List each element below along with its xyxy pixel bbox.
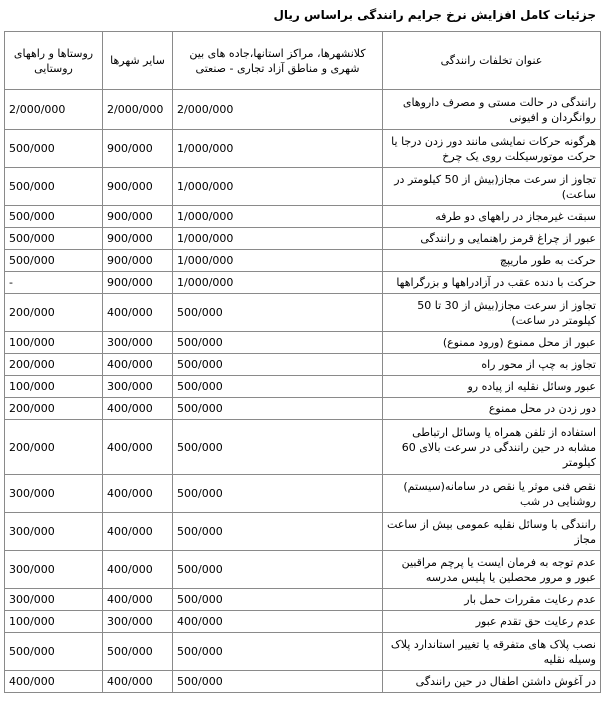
table-row — [5, 376, 601, 398]
table-row — [5, 168, 601, 206]
other-cities-fine-cell: 300/000 — [103, 611, 173, 633]
other-cities-fine-cell: 400/000 — [103, 398, 173, 420]
village-fine-cell: 500/000 — [5, 206, 103, 228]
table-row — [5, 398, 601, 420]
village-fine-cell: 100/000 — [5, 376, 103, 398]
table-row — [5, 633, 601, 671]
violation-cell: عبور از محل ممنوع (ورود ممنوع) — [383, 332, 601, 354]
other-cities-fine-cell: 500/000 — [103, 633, 173, 671]
metro-fine-cell: 500/000 — [173, 420, 383, 475]
violation-cell: عدم رعایت حق تقدم عبور — [383, 611, 601, 633]
village-fine-cell: 300/000 — [5, 513, 103, 551]
village-fine-cell: - — [5, 272, 103, 294]
village-fine-cell: 100/000 — [5, 332, 103, 354]
other-cities-fine-cell: 400/000 — [103, 354, 173, 376]
village-fine-cell: 200/000 — [5, 294, 103, 332]
village-fine-cell: 500/000 — [5, 633, 103, 671]
table-row — [5, 250, 601, 272]
village-fine-cell: 300/000 — [5, 475, 103, 513]
other-cities-fine-cell: 300/000 — [103, 376, 173, 398]
metro-fine-cell: 500/000 — [173, 294, 383, 332]
violation-cell: تجاوز به چپ از محور راه — [383, 354, 601, 376]
metro-fine-cell: 1/000/000 — [173, 250, 383, 272]
header-other-cities: سایر شهرها — [103, 32, 173, 90]
violation-cell: سبقت غیرمجاز در راههای دو طرفه — [383, 206, 601, 228]
metro-fine-cell: 500/000 — [173, 671, 383, 693]
table-row — [5, 130, 601, 168]
violation-cell: عبور وسائل نقلیه از پیاده رو — [383, 376, 601, 398]
other-cities-fine-cell: 400/000 — [103, 589, 173, 611]
table-row — [5, 589, 601, 611]
table-row — [5, 228, 601, 250]
other-cities-fine-cell: 400/000 — [103, 671, 173, 693]
header-violation: عنوان تخلفات رانندگی — [383, 32, 601, 90]
village-fine-cell: 300/000 — [5, 551, 103, 589]
other-cities-fine-cell: 2/000/000 — [103, 90, 173, 130]
village-fine-cell: 200/000 — [5, 354, 103, 376]
village-fine-cell: 500/000 — [5, 130, 103, 168]
other-cities-fine-cell: 400/000 — [103, 513, 173, 551]
metro-fine-cell: 500/000 — [173, 354, 383, 376]
other-cities-fine-cell: 900/000 — [103, 168, 173, 206]
table-row — [5, 671, 601, 693]
header-villages: روستاها و راههای روستایی — [5, 32, 103, 90]
other-cities-fine-cell: 300/000 — [103, 332, 173, 354]
village-fine-cell: 100/000 — [5, 611, 103, 633]
metro-fine-cell: 500/000 — [173, 332, 383, 354]
metro-fine-cell: 500/000 — [173, 551, 383, 589]
metro-fine-cell: 500/000 — [173, 475, 383, 513]
village-fine-cell: 500/000 — [5, 250, 103, 272]
village-fine-cell: 2/000/000 — [5, 90, 103, 130]
metro-fine-cell: 500/000 — [173, 513, 383, 551]
table-row — [5, 513, 601, 551]
violation-cell: استفاده از تلفن همراه یا وسائل ارتباطی مشابه در حین رانندگی در سرعت بالای 60 کیلومتر — [383, 420, 601, 475]
other-cities-fine-cell: 900/000 — [103, 272, 173, 294]
metro-fine-cell: 1/000/000 — [173, 168, 383, 206]
other-cities-fine-cell: 400/000 — [103, 551, 173, 589]
table-row — [5, 420, 601, 475]
table-row — [5, 294, 601, 332]
metro-fine-cell: 1/000/000 — [173, 228, 383, 250]
metro-fine-cell: 400/000 — [173, 611, 383, 633]
fines-table-body — [5, 90, 601, 693]
violation-cell: حرکت به طور ماریپچ — [383, 250, 601, 272]
header-metro: کلانشهرها، مراکز استانها،جاده های بین شهری و مناطق آزاد تجاری - صنعتی — [173, 32, 383, 90]
table-row — [5, 206, 601, 228]
metro-fine-cell: 500/000 — [173, 398, 383, 420]
village-fine-cell: 200/000 — [5, 398, 103, 420]
violation-cell: نقص فنی موثر یا نقص در سامانه(سیستم) روشنایی در شب — [383, 475, 601, 513]
violation-cell: تجاوز از سرعت مجاز(بیش از 50 کیلومتر در ساعت) — [383, 168, 601, 206]
other-cities-fine-cell: 900/000 — [103, 206, 173, 228]
village-fine-cell: 200/000 — [5, 420, 103, 475]
table-header-row — [5, 32, 601, 90]
violation-cell: حرکت با دنده عقب در آزادراهها و بزرگراهها — [383, 272, 601, 294]
metro-fine-cell: 1/000/000 — [173, 206, 383, 228]
violation-cell: نصب پلاک های متفرقه یا تغییر استاندارد پلاک وسیله نقلیه — [383, 633, 601, 671]
violation-cell: عبور از چراغ قرمز راهنمایی و رانندگی — [383, 228, 601, 250]
village-fine-cell: 500/000 — [5, 168, 103, 206]
violation-cell: عدم رعایت مقررات حمل بار — [383, 589, 601, 611]
violation-cell: تجاوز از سرعت مجاز(بیش از 30 تا 50 کیلومتر در ساعت) — [383, 294, 601, 332]
table-row — [5, 551, 601, 589]
other-cities-fine-cell: 400/000 — [103, 420, 173, 475]
metro-fine-cell: 500/000 — [173, 633, 383, 671]
metro-fine-cell: 500/000 — [173, 376, 383, 398]
other-cities-fine-cell: 900/000 — [103, 228, 173, 250]
table-row — [5, 272, 601, 294]
other-cities-fine-cell: 400/000 — [103, 294, 173, 332]
village-fine-cell: 300/000 — [5, 589, 103, 611]
table-row — [5, 90, 601, 130]
metro-fine-cell: 1/000/000 — [173, 272, 383, 294]
table-row — [5, 354, 601, 376]
table-row — [5, 611, 601, 633]
village-fine-cell: 400/000 — [5, 671, 103, 693]
fines-table — [4, 31, 601, 693]
violation-cell: رانندگی با وسائل نقلیه عمومی بیش از ساعت مجاز — [383, 513, 601, 551]
metro-fine-cell: 500/000 — [173, 589, 383, 611]
violation-cell: رانندگی در حالت مستی و مصرف داروهای روانگردان و افیونی — [383, 90, 601, 130]
violation-cell: عدم توجه به فرمان ایست یا پرچم مراقبین عبور و مرور محصلین یا پلیس مدرسه — [383, 551, 601, 589]
other-cities-fine-cell: 900/000 — [103, 130, 173, 168]
page-title: جزئیات کامل افزایش نرخ جرایم رانندگی براساس ریال — [273, 8, 596, 22]
violation-cell: هرگونه حرکات نمایشی مانند دور زدن درجا یا حرکت موتورسیکلت روی یک چرخ — [383, 130, 601, 168]
village-fine-cell: 500/000 — [5, 228, 103, 250]
table-row — [5, 475, 601, 513]
violation-cell: دور زدن در محل ممنوع — [383, 398, 601, 420]
metro-fine-cell: 2/000/000 — [173, 90, 383, 130]
other-cities-fine-cell: 400/000 — [103, 475, 173, 513]
violation-cell: در آغوش داشتن اطفال در حین رانندگی — [383, 671, 601, 693]
table-row — [5, 332, 601, 354]
metro-fine-cell: 1/000/000 — [173, 130, 383, 168]
other-cities-fine-cell: 900/000 — [103, 250, 173, 272]
